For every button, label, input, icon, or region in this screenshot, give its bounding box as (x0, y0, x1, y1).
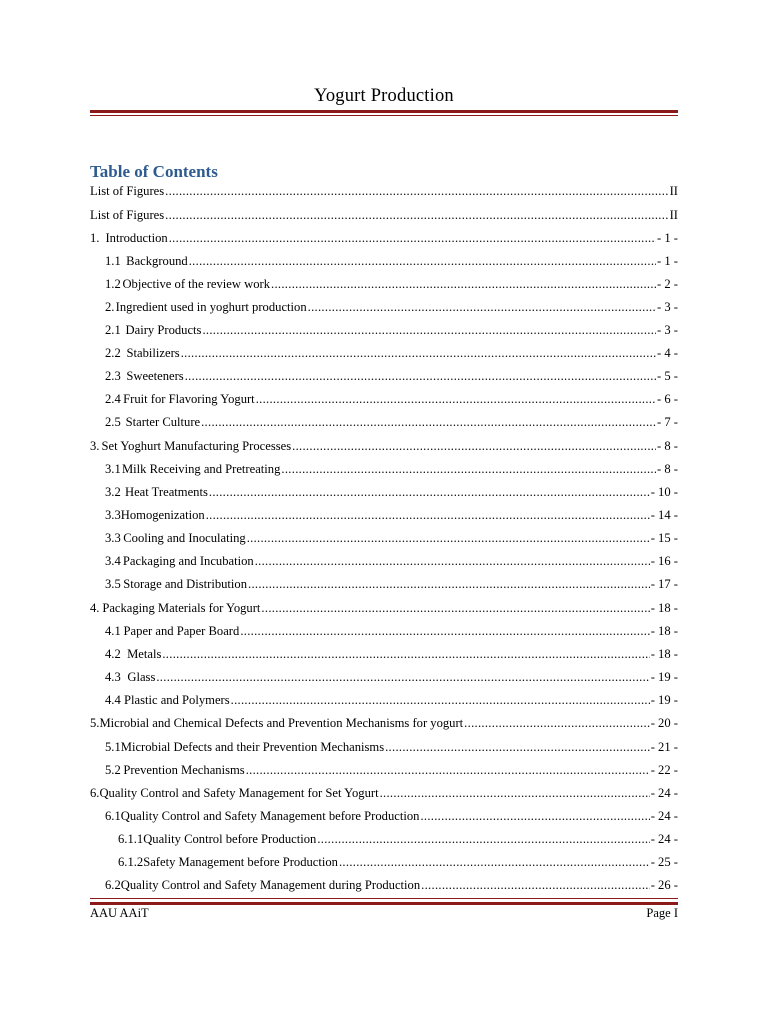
toc-entry-page: - 15 - (650, 531, 678, 545)
toc-entry-page: - 21 - (650, 740, 678, 754)
toc-entry[interactable] (90, 668, 678, 686)
toc-entry-number: 2.4 (105, 392, 121, 406)
toc-entry[interactable] (90, 876, 678, 894)
toc-entry-number: 3.5 (105, 577, 121, 591)
toc-entry-page: - 8 - (657, 462, 678, 476)
toc-entry[interactable] (90, 599, 678, 617)
toc-heading: Table of Contents (90, 162, 218, 181)
toc-entry-page: - 22 - (650, 763, 678, 777)
toc-entry[interactable] (90, 298, 678, 316)
toc-entry[interactable] (90, 252, 678, 270)
toc-entry-page: II (669, 208, 678, 222)
toc-entry[interactable] (90, 622, 678, 640)
toc-entry[interactable] (90, 830, 678, 848)
toc-entry-title: Ingredient used in yoghurt production (115, 300, 307, 314)
toc-entry-number: 4.1 (105, 624, 121, 638)
toc-entry-title: List of Figures (90, 208, 165, 222)
toc-entry-title: Safety Management before Production (143, 855, 338, 869)
toc-entry-page: - 25 - (650, 855, 678, 869)
toc-entry[interactable] (90, 761, 678, 779)
toc-entry-title: Packaging Materials for Yogurt (102, 601, 261, 615)
toc-entry-number: 2.2 (105, 346, 121, 360)
toc-entry-page: - 10 - (650, 485, 678, 499)
toc-entry-number: 2.1 (105, 323, 121, 337)
toc-entry-number: 1.1 (105, 254, 121, 268)
toc-entry-page: - 16 - (650, 554, 678, 568)
toc-entry-page: - 1 - (657, 254, 678, 268)
toc-entry-title: Sweeteners (126, 369, 184, 383)
toc-entry-number: 5. (90, 716, 100, 730)
toc-entry-number: 4.2 (105, 647, 121, 661)
toc-entry[interactable] (90, 691, 678, 709)
toc-entry[interactable] (90, 390, 678, 408)
toc-entry[interactable] (90, 738, 678, 756)
toc-entry-number: 3.3 (105, 531, 121, 545)
toc-entry-title: Quality Control and Safety Management before Production (120, 809, 420, 823)
toc-entry-title: Homogenization (120, 508, 205, 522)
toc-entry-title: Set Yoghurt Manufacturing Processes (101, 439, 292, 453)
toc-entry-number: 4. (90, 601, 100, 615)
toc-entry-title: Cooling and Inoculating (123, 531, 246, 545)
toc-entry-page: - 18 - (650, 601, 678, 615)
toc-entry-title: Metals (127, 647, 162, 661)
toc-entry-number: 6. (90, 786, 100, 800)
footer-rule (90, 902, 678, 905)
toc-entry-title: Quality Control and Safety Management during Production (120, 878, 421, 892)
toc-entry-page: - 18 - (650, 647, 678, 661)
toc-entry-title: Prevention Mechanisms (123, 763, 245, 777)
toc-entry-title: Starter Culture (125, 415, 201, 429)
toc-entry-number: 6.1.2 (118, 855, 144, 869)
toc-entry[interactable] (90, 575, 678, 593)
toc-entry-number: 3.4 (105, 554, 121, 568)
toc-entry-page: - 7 - (657, 415, 678, 429)
toc-entry[interactable] (90, 460, 678, 478)
toc-entry[interactable] (90, 367, 678, 385)
toc-entry[interactable] (90, 182, 678, 200)
toc-entry[interactable] (90, 413, 678, 431)
toc-entry-number: 2. (105, 300, 115, 314)
toc-entry-number: 3.3 (105, 508, 121, 522)
toc-entry-page: - 14 - (650, 508, 678, 522)
toc-entry[interactable] (90, 321, 678, 339)
footer-rule-thin (90, 898, 678, 899)
toc-entry-page: - 26 - (650, 878, 678, 892)
toc-entry-number: 1. (90, 231, 100, 245)
toc-entry[interactable] (90, 529, 678, 547)
toc-entry-page: II (669, 184, 678, 198)
toc-entry-number: 4.4 (105, 693, 121, 707)
toc-entry-title: Microbial Defects and their Prevention Mechanisms (120, 740, 385, 754)
toc-entry-number: 1.2 (105, 277, 121, 291)
toc-entry-page: - 5 - (657, 369, 678, 383)
toc-entry-title: Quality Control and Safety Management for Set Yogurt (99, 786, 379, 800)
header-rule-thin (90, 115, 678, 116)
toc-entry-page: - 2 - (657, 277, 678, 291)
toc-entry[interactable] (90, 853, 678, 871)
toc-entry-number: 6.2 (105, 878, 121, 892)
toc-entry-number: 3.1 (105, 462, 121, 476)
toc-entry-page: - 24 - (650, 786, 678, 800)
toc-entry-page: - 24 - (650, 832, 678, 846)
toc-entry-title: Heat Treatments (124, 485, 208, 499)
toc-entry-number: 2.3 (105, 369, 121, 383)
toc-entry-page: - 19 - (650, 693, 678, 707)
toc-entry-title: Milk Receiving and Pretreating (121, 462, 281, 476)
toc-entry-number: 3.2 (105, 485, 121, 499)
toc-entry-page: - 24 - (650, 809, 678, 823)
toc-entry-number: 3. (90, 439, 100, 453)
toc-entry-title: Glass (127, 670, 156, 684)
toc-entry-page: - 3 - (657, 323, 678, 337)
toc-entry-number: 5.2 (105, 763, 121, 777)
toc-entry-title: Plastic and Polymers (123, 693, 230, 707)
toc-entry[interactable] (90, 784, 678, 802)
toc-entry-page: - 17 - (650, 577, 678, 591)
toc-entry[interactable] (90, 275, 678, 293)
toc-entry[interactable] (90, 206, 678, 224)
toc-entry[interactable] (90, 437, 678, 455)
toc-entry-number: 6.1 (105, 809, 121, 823)
toc-entry-number: 5.1 (105, 740, 121, 754)
toc-entry[interactable] (90, 645, 678, 663)
toc-entry-title: Dairy Products (125, 323, 202, 337)
page-header-title: Yogurt Production (314, 86, 454, 106)
toc-entry-page: - 20 - (650, 716, 678, 730)
toc-entry-page: - 4 - (657, 346, 678, 360)
toc-entry[interactable] (90, 483, 678, 501)
toc-entry-title: Quality Control before Production (143, 832, 317, 846)
toc-entry[interactable] (90, 552, 678, 570)
toc-entry-page: - 3 - (657, 300, 678, 314)
toc-entry-page: - 18 - (650, 624, 678, 638)
toc-entry-title: Stabilizers (126, 346, 180, 360)
toc-entry-title: Fruit for Flavoring Yogurt (123, 392, 255, 406)
toc-entry-title: Storage and Distribution (123, 577, 248, 591)
toc-entry-page: - 19 - (650, 670, 678, 684)
toc-entry-page: - 8 - (657, 439, 678, 453)
toc-entry[interactable] (90, 506, 678, 524)
toc-entry-page: - 1 - (657, 231, 678, 245)
toc-entry[interactable] (90, 807, 678, 825)
toc-entry-title: Background (126, 254, 188, 268)
toc-entry[interactable] (90, 344, 678, 362)
toc-entry-title: Introduction (105, 231, 168, 245)
toc-entry-title: Objective of the review work (122, 277, 271, 291)
toc-entry-number: 4.3 (105, 670, 121, 684)
footer-institution: AAU AAiT (90, 906, 149, 920)
toc-entry-title: Microbial and Chemical Defects and Prevention Mechanisms for yogurt (99, 716, 464, 730)
toc-entry-number: 6.1.1 (118, 832, 144, 846)
toc-entry-title: Paper and Paper Board (123, 624, 240, 638)
toc-entry[interactable] (90, 229, 678, 247)
toc-entry-page: - 6 - (657, 392, 678, 406)
header-rule (90, 110, 678, 113)
toc-entry[interactable] (90, 714, 678, 732)
toc-entry-title: List of Figures (90, 184, 165, 198)
footer-page-number: Page I (646, 906, 678, 920)
toc-entry-number: 2.5 (105, 415, 121, 429)
toc-entry-title: Packaging and Incubation (122, 554, 254, 568)
